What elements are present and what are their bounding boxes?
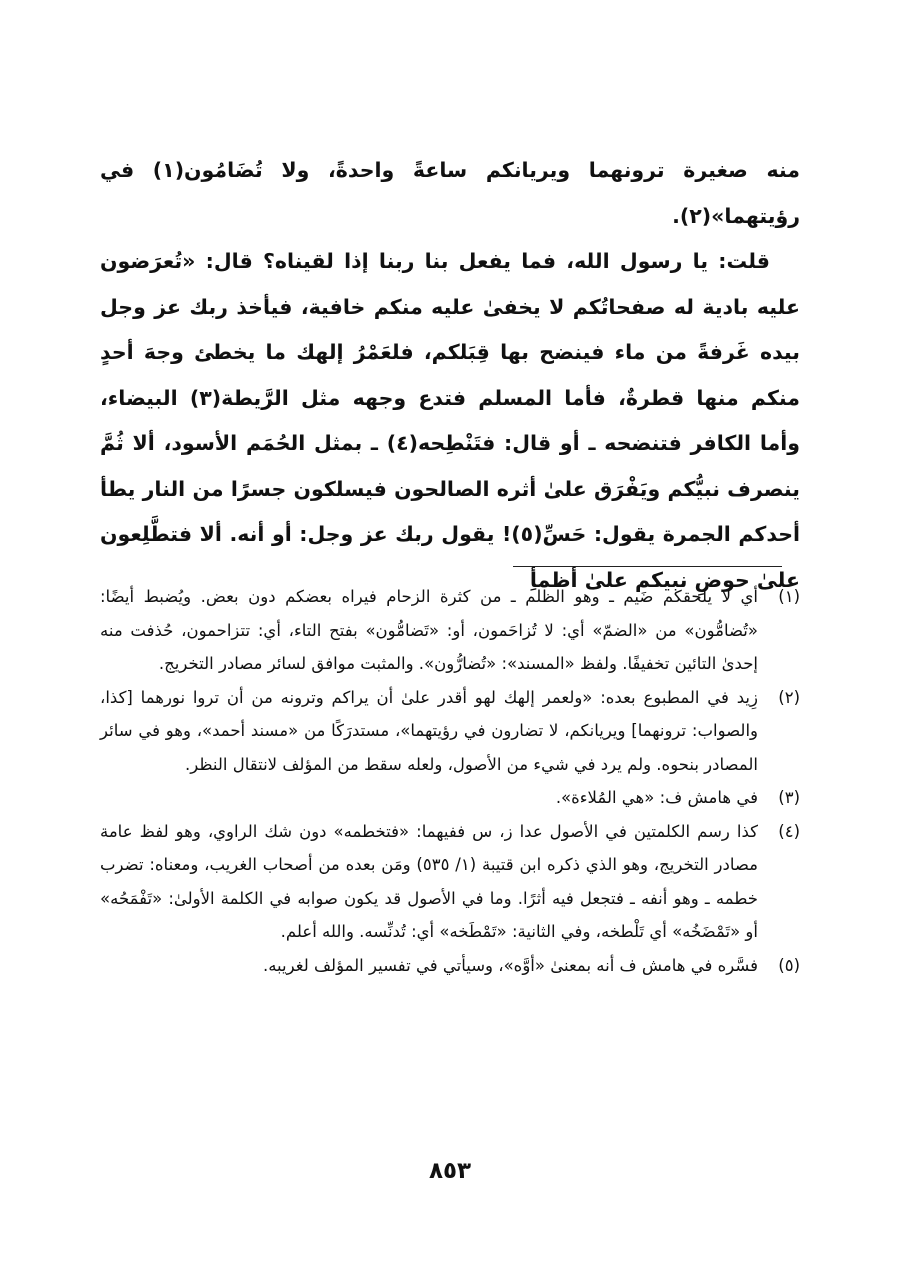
main-paragraph-1: منه صغيرة ترونهما ويريانكم ساعةً واحدةً، ولا تُضَامُون(١) في رؤيتهما»(٢). bbox=[100, 158, 800, 228]
page-number: ٨٥٣ bbox=[428, 1158, 472, 1184]
footnote-separator bbox=[513, 566, 782, 567]
footnote-1 bbox=[100, 580, 800, 681]
footnote-text: أي لا يلحقكم ضَيم ـ وهو الظلم ـ من كثرة الزحام فيراه بعضكم دون بعض. ويُضبط أيضًا: «تُضامُّون» من «الضمّ» أي: لا تُزاحَمون، أو: «تَضامُّون» بفتح التاء، أي: تتزاحمون، حُذفت منه إحدىٰ التائين تخفيفًا. ولفظ «المسند»: «تُضارُّون». والمثبت موافق لسائر مصادر التخريج. bbox=[100, 587, 758, 673]
footnote-number: (٤) bbox=[778, 821, 800, 841]
footnote-text: في هامش ف: «هي المُلاءة». bbox=[555, 788, 758, 807]
footnote-number: (٥) bbox=[778, 955, 800, 975]
main-paragraph-2: قلت: يا رسول الله، فما يفعل بنا ربنا إذا لقيناه؟ قال: «تُعرَضون عليه بادية له صفحاتُكم لا يخفىٰ عليه منكم خافية، فيأخذ ربك عز وجل بيده غَرفةً من ماء فينضح بها قِبَلكم، فلعَمْرُ إلهك ما يخطئ وجهَ أحدٍ منكم منها قطرةٌ، فأما المسلم فتدع وجهه مثل الرَّيطة(٣) البيضاء، وأما الكافر فتنضحه ـ أو قال: فتَنْطِحه(٤) ـ بمثل الحُمَم الأسود، ألا ثُمَّ ينصرف نبيُّكم ويَفْرَق علىٰ أثره الصالحون فيسلكون جسرًا من النار يطأ أحدكم الجمرة يقول: حَسِّ(٥)! يقول ربك عز وجل: أو أنه. ألا فتطَّلِعون علىٰ حوضِ نبيكم علىٰ أظمأِ bbox=[100, 249, 800, 592]
footnote-text: كذا رسم الكلمتين في الأصول عدا ز، س ففيهما: «فتخطمه» دون شك الراوي، وهو لفظ عامة مصادر التخريج، وهو الذي ذكره ابن قتيبة (١/ ٥٣٥) ومَن بعده من أصحاب الغريب، ومعناه: تضرب خطمه ـ وهو أنفه ـ فتجعل فيه أثرًا. وما في الأصول قد يكون صوابه في الكلمة الأولىٰ: «تَفْمَحُه» أو «تَمْضَخُه» أي تَلْطخه، وفي الثانية: «تَمْطَخه» أي: تُدنِّسه. والله أعلم. bbox=[100, 821, 758, 941]
footnote-text: زِيد في المطبوع بعده: «ولعمر إلهك لهو أقدر علىٰ أن يراكم وترونه من أن تروا نورهما [كذا، والصواب: ترونهما] ويريانكم، لا تضارون في رؤيتهما»، مستدرَكًا من «مسند أحمد»، وهو في سائر المصادر بنحوه. ولم يرد في شيء من الأصول، ولعله سقط من المؤلف لانتقال النظر. bbox=[100, 687, 758, 774]
footnote-5 bbox=[100, 949, 800, 983]
footnote-3 bbox=[100, 781, 800, 815]
footnote-number: (٣) bbox=[778, 788, 800, 807]
footnotes bbox=[100, 580, 800, 982]
footnote-number: (٢) bbox=[778, 687, 800, 707]
footnote-2 bbox=[100, 681, 800, 782]
footnote-4 bbox=[100, 815, 800, 949]
footnote-text: فسَّره في هامش ف أنه بمعنىٰ «أوَّه»، وسيأتي في تفسير المؤلف لغريبه. bbox=[262, 955, 758, 975]
footnote-number: (١) bbox=[778, 587, 800, 606]
main-text bbox=[100, 148, 800, 603]
